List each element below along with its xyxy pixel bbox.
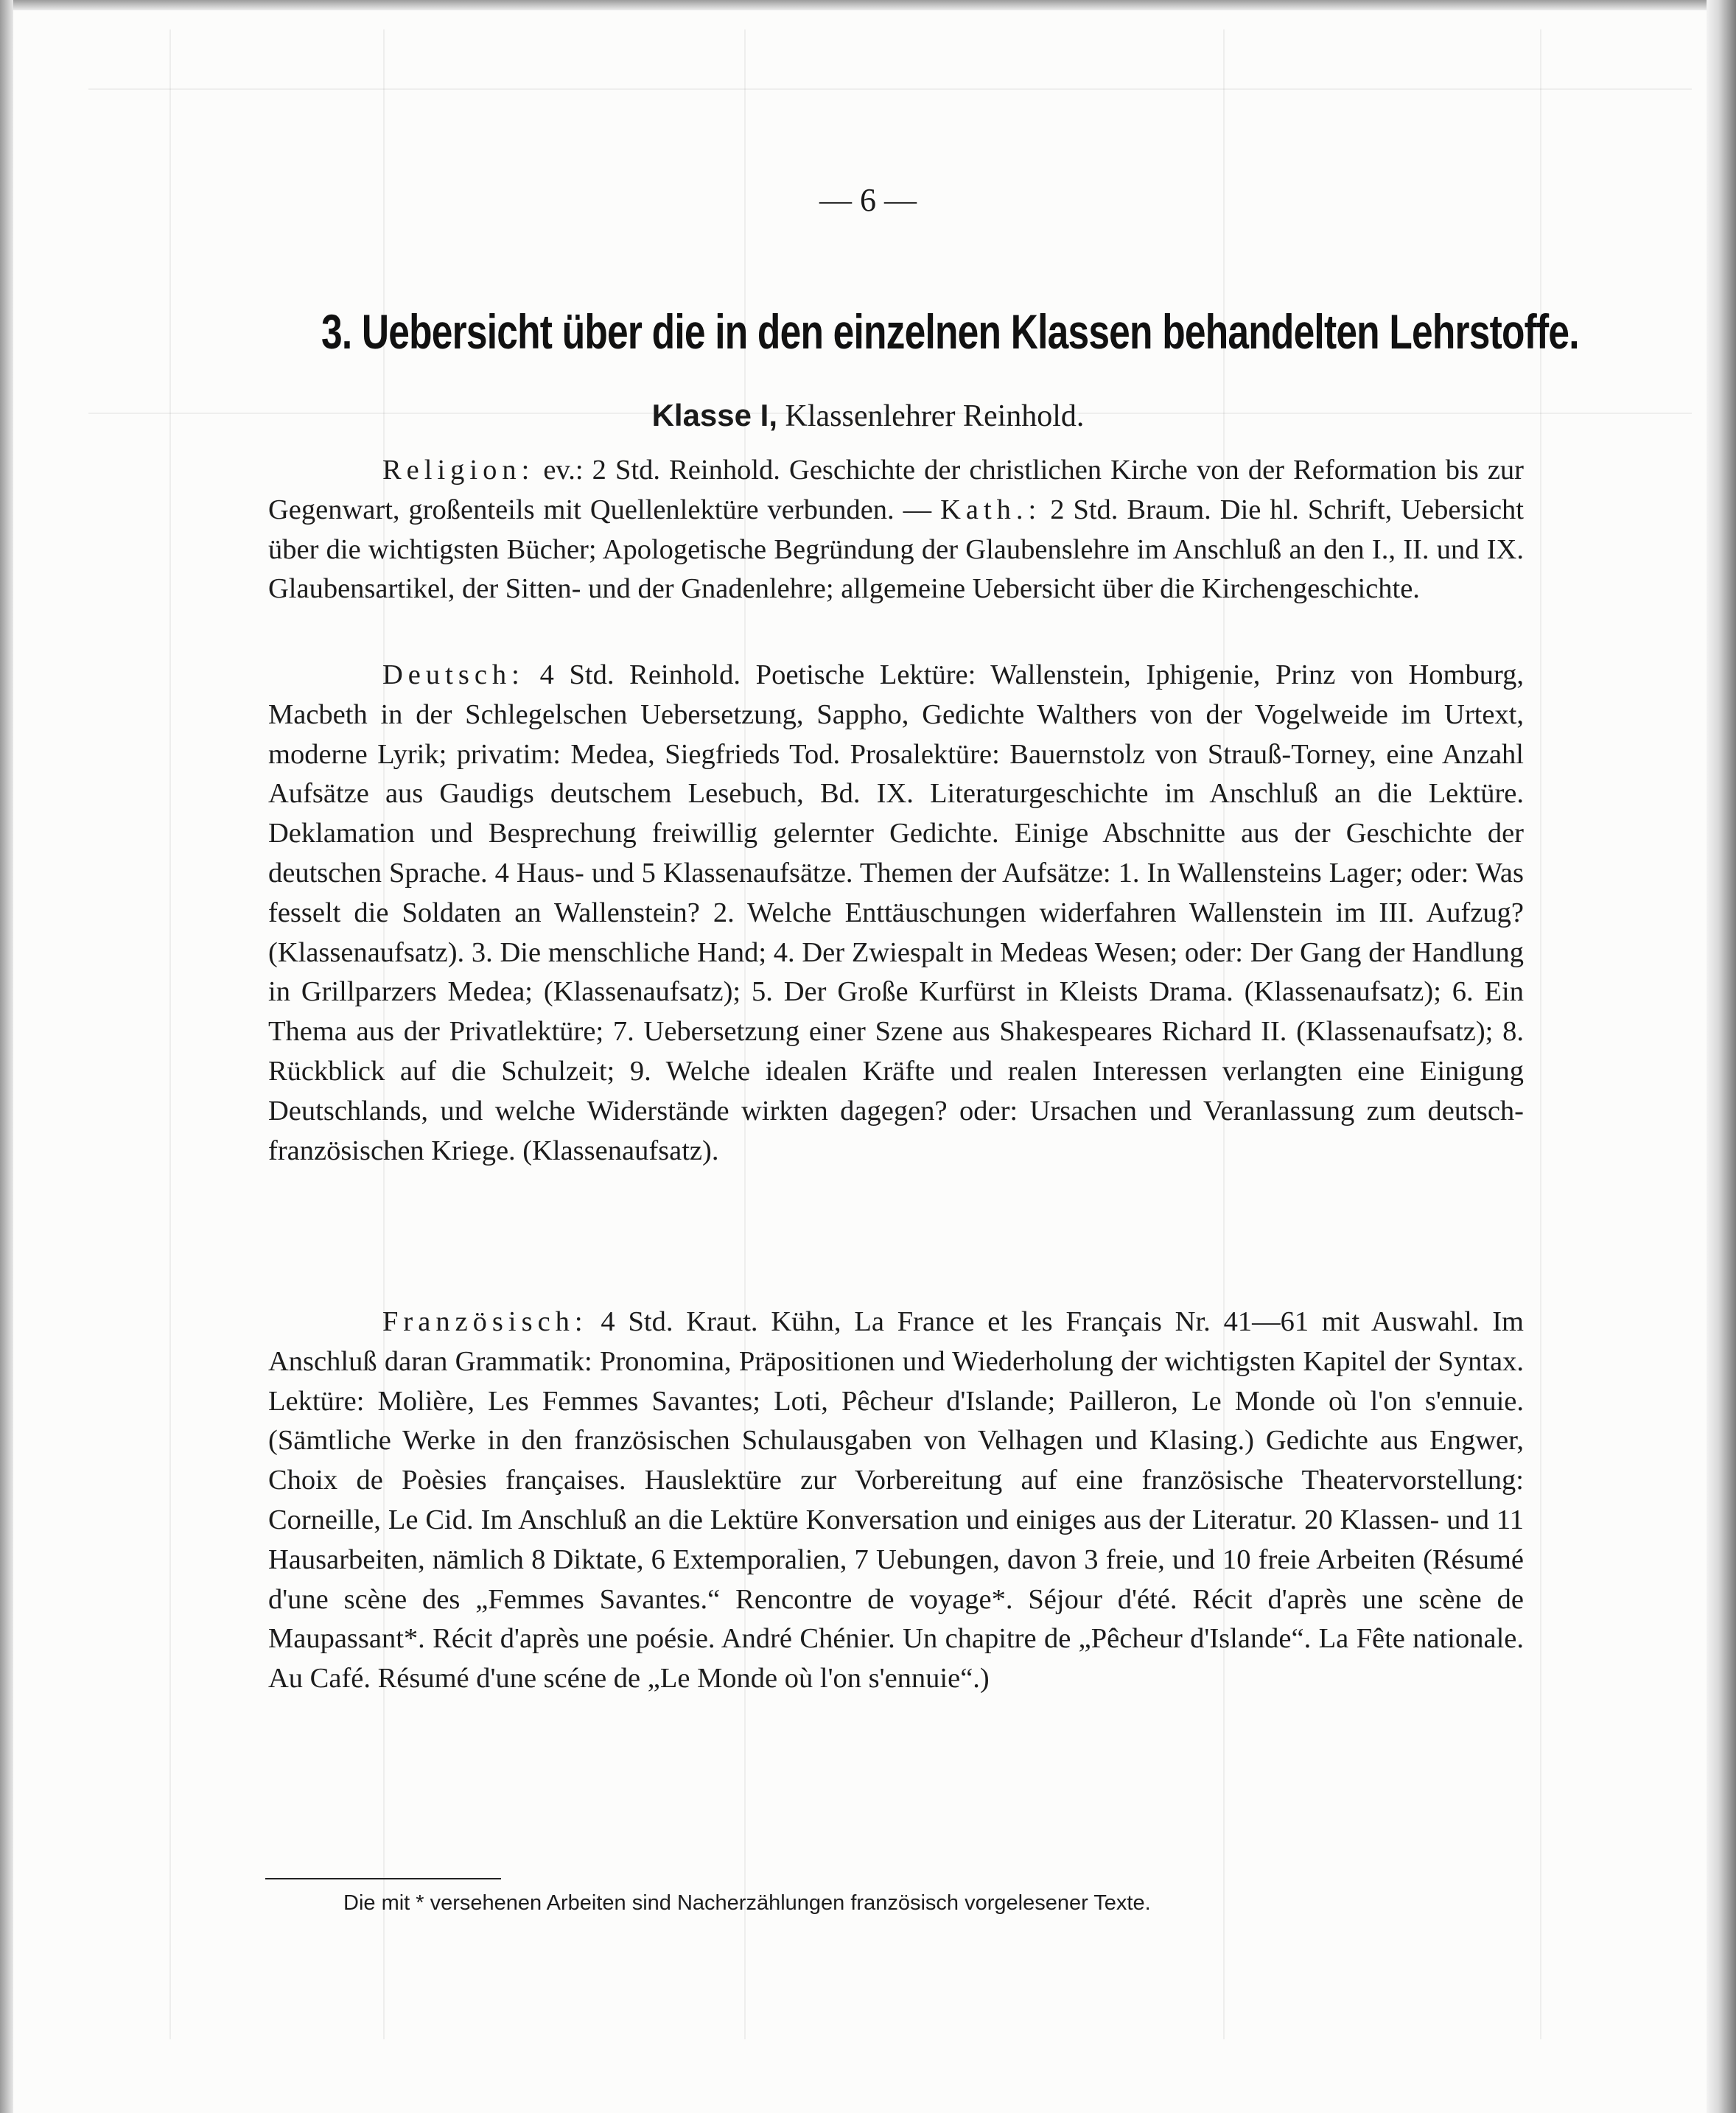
subject-label-franzoesisch: Französisch: xyxy=(382,1306,588,1337)
deutsch-text: 4 Std. Reinhold. Poetische Lektüre: Wallenstein, Iphigenie, Prinz von Homburg, Macbeth in der Schlegelschen Uebersetzung, Sappho, Gedichte Walthers von der Vogelweide im Urtext, moderne Lyrik; privatim: Medea, Siegfrieds Tod. Prosalektüre: Bauernstolz von Strauß-Torney, eine Anzahl Aufsätze aus Gaudigs deutschem Lesebuch, Bd. IX. Literaturgeschichte im Anschluß an die Lektüre. Deklamation und Besprechung freiwillig gelernter Gedichte. Einige Abschnitte aus der Geschichte der deutschen Sprache. 4 Haus- und 5 Klassenaufsätze. Themen der Aufsätze: 1. In Wallensteins Lager; oder: Was fesselt die Soldaten an Wallenstein? 2. Welche Enttäuschungen widerfahren Wallenstein im III. Aufzug? (Klassenaufsatz). 3. Die menschliche Hand; 4. Der Zwiespalt in Medeas Wesen; oder: Der Gang der Handlung in Grillparzers Medea; (Klassenaufsatz); 5. Der Große Kurfürst in Kleists Drama. (Klassenaufsatz); 6. Ein Thema aus der Privatlektüre; 7. Uebersetzung einer Szene aus Shakespeares Richard II. (Klassenaufsatz); 8. Rückblick auf die Schulzeit; 9. Welche idealen Kräfte und realen Interessen verlangten eine Einigung Deutschlands, und welche Widerstände wirkten dagegen? oder: Ursachen und Veranlassung zum deutsch-französischen Kriege. (Klassenaufsatz). xyxy=(268,659,1525,1166)
religion-kath-text: 2 Std. Braum. Die hl. Schrift, Uebersicht über die wichtigsten Bücher; Apologetische Begründung der Glaubenslehre im Anschluß an den I., II. und IX. Glaubensartikel, der Sitten- und der Gnadenlehre; allgemeine Uebersicht über die Kirchengeschichte. xyxy=(268,494,1524,605)
class-teacher: Klassenlehrer Reinhold. xyxy=(785,399,1085,433)
subject-label-religion: Religion: xyxy=(382,455,535,486)
franzoesisch-text: 4 Std. Kraut. Kühn, La France et les Français Nr. 41—61 mit Auswahl. Im Anschluß daran Grammatik: Pronomina, Präpositionen und Wiederholung der wichtigsten Kapitel der Syntax. Lektüre: Molière, Les Femmes Savantes; Loti, Pêcheur d'Islande; Pailleron, Le Monde où l'on s'ennuie. (Sämtliche Werke in den französischen Schulausgaben von Velhagen und Klasing.) Gedichte aus Engwer, Choix de Poèsies françaises. Hauslektüre zur Vorbereitung auf eine französische Theatervorstellung: Corneille, Le Cid. Im Anschluß an die Lektüre Konversation und einiges aus der Literatur. 20 Klassen- und 11 Hausarbeiten, nämlich 8 Diktate, 6 Extemporalien, 7 Uebungen, davon 3 freie, und 10 freie Arbeiten (Résumé d'une scène des „Femmes Savantes.“ Rencontre de voyage*. Séjour d'été. Récit d'après une scène de Maupassant*. Récit d'après une poésie. André Chénier. Un chapitre de „Pêcheur d'Islande“. La Fête nationale. Au Café. Résumé d'une scéne de „Le Monde où l'on s'ennuie“.) xyxy=(268,1306,1525,1695)
class-heading-label: Klasse I, xyxy=(651,398,778,432)
subject-label-deutsch: Deutsch: xyxy=(382,659,525,690)
section-title: 3. Uebersicht über die in den einzelnen Klassen behandelten Lehrstoffe. xyxy=(321,304,1579,359)
paragraph-religion xyxy=(268,451,1524,609)
subject-label-kath: Kath.: xyxy=(940,494,1042,525)
bleed-through-line xyxy=(88,88,1692,90)
footnote: Die mit * versehenen Arbeiten sind Nacherzählungen französisch vorgelesener Texte. xyxy=(343,1891,1151,1915)
class-heading xyxy=(0,398,1736,434)
scan-edge-top xyxy=(0,0,1736,10)
footnote-rule xyxy=(265,1878,501,1879)
scan-edge-right xyxy=(1707,0,1736,2113)
bleed-through-line xyxy=(169,29,171,2039)
religion-text: ev.: 2 Std. Reinhold. Geschichte der christlichen Kirche von der Reformation bis zur Gegenwart, großenteils mit Quellenlektüre verbunden. — xyxy=(268,455,1524,525)
paragraph-deutsch xyxy=(268,656,1524,1171)
page-number: — 6 — xyxy=(819,182,917,218)
paragraph-franzoesisch xyxy=(268,1303,1524,1699)
scan-edge-left xyxy=(0,0,13,2113)
